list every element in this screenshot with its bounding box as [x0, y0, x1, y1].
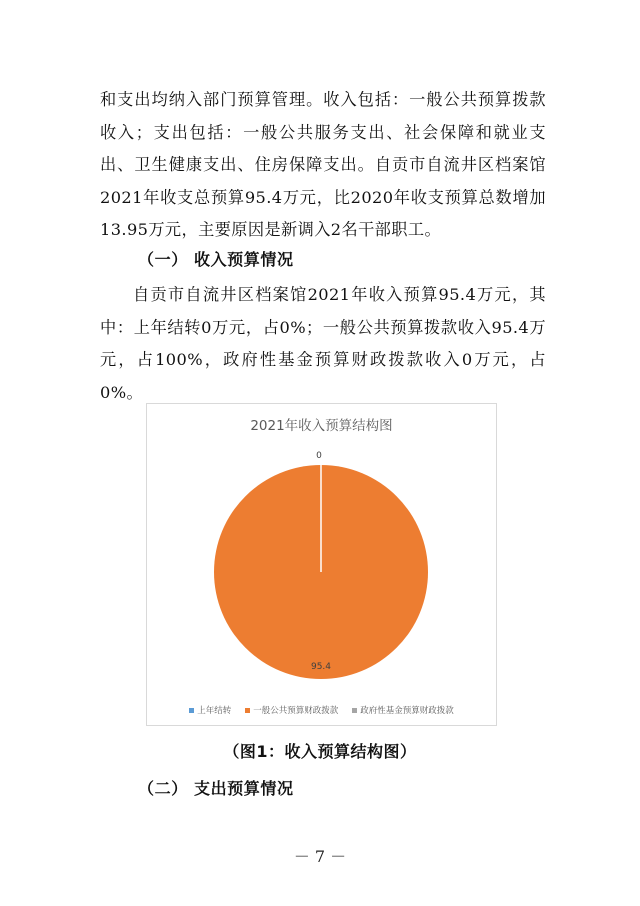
page-number: － 7 －: [293, 847, 347, 866]
section-heading-income: （一） 收入预算情况: [138, 250, 294, 269]
legend-label: 一般公共预算财政拨款: [253, 706, 339, 716]
legend-item-general-budget: [245, 704, 338, 716]
income-structure-chart: [146, 403, 497, 726]
section-heading-expenditure: （二） 支出预算情况: [138, 779, 294, 798]
figure-caption: （图1：收入预算结构图）: [223, 742, 417, 761]
legend-swatch: [352, 708, 357, 713]
data-label-carryover: 0: [316, 451, 322, 461]
legend-swatch: [245, 708, 250, 713]
legend-label: 政府性基金预算财政拨款: [360, 706, 454, 716]
legend-swatch: [189, 708, 194, 713]
paragraph-income-detail: 自贡市自流井区档案馆2021年收入预算95.4万元，其中：上年结转0万元，占0%；一般公共预算拨款收入95.4万元，占100%，政府性基金预算财政拨款收入0万元，占0%。: [100, 285, 546, 402]
chart-title: 2021年收入预算结构图: [250, 418, 393, 434]
legend-label: 上年结转: [197, 706, 232, 716]
legend-item-carryover: [189, 704, 231, 716]
chart-legend: [147, 704, 496, 716]
pie-chart-canvas: [147, 404, 496, 725]
legend-item-fund-budget: [352, 704, 454, 716]
paragraph-budget-overview: 和支出均纳入部门预算管理。收入包括：一般公共预算拨款收入；支出包括：一般公共服务支出、社会保障和就业支出、卫生健康支出、住房保障支出。自贡市自流井区档案馆2021年收支总预算95.4万元，比2020年收支预算总数增加13.95万元，主要原因是新调入2名干部职工。: [100, 90, 546, 239]
data-label-general-budget: 95.4: [310, 662, 332, 672]
